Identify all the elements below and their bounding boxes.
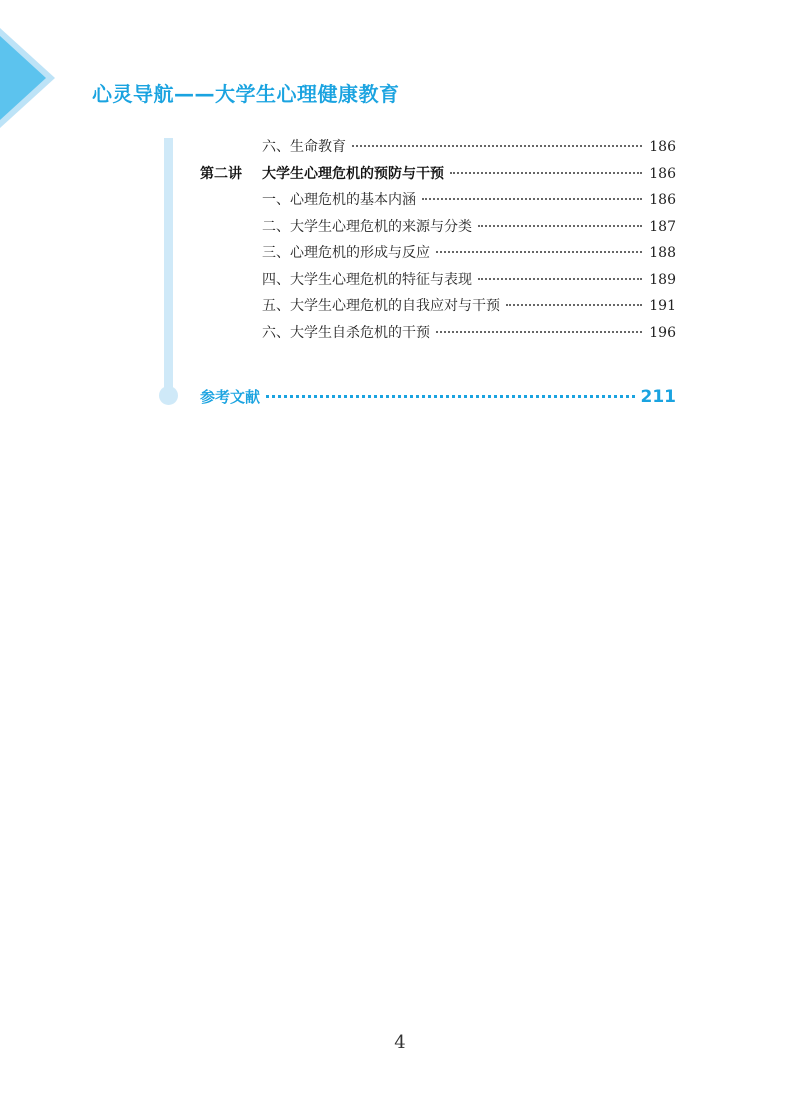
book-title: 心灵导航——大学生心理健康教育	[92, 82, 400, 106]
toc-entry-prefix: 第二讲	[200, 165, 242, 182]
toc-entry-page: 187	[649, 218, 676, 235]
toc-entry-label: 二、大学生心理危机的来源与分类	[262, 218, 472, 235]
toc-entry[interactable]	[200, 240, 676, 267]
toc-entry-references[interactable]	[200, 384, 676, 410]
dot-leader	[422, 198, 642, 200]
toc-entry-page: 191	[649, 298, 676, 314]
page-number: 4	[394, 1032, 406, 1053]
toc-entry-label: 六、大学生自杀危机的干预	[262, 324, 430, 341]
toc-entry-page: 196	[649, 324, 676, 341]
toc-entry-page: 186	[649, 139, 676, 155]
toc-entry-page: 188	[649, 245, 676, 261]
corner-decoration	[0, 0, 60, 130]
dot-leader	[506, 304, 642, 306]
toc-entry[interactable]	[200, 134, 676, 161]
dot-leader	[266, 395, 634, 398]
toc-entry-label: 六、生命教育	[262, 139, 346, 155]
toc-entry[interactable]	[200, 293, 676, 320]
toc-entry-page: 186	[649, 165, 676, 182]
toc-rail-dot	[159, 386, 178, 405]
toc-rail	[164, 138, 173, 396]
toc-entry-label: 参考文献	[200, 388, 261, 406]
table-of-contents	[200, 134, 676, 346]
dot-leader	[436, 331, 642, 333]
toc-entry[interactable]	[200, 187, 676, 214]
dot-leader	[436, 251, 642, 253]
dot-leader	[450, 172, 642, 174]
toc-entry-page: 189	[649, 271, 676, 288]
toc-heading[interactable]	[200, 161, 676, 188]
toc-entry-label: 五、大学生心理危机的自我应对与干预	[262, 298, 500, 314]
toc-entry-label: 大学生心理危机的预防与干预	[262, 165, 444, 182]
toc-entry[interactable]	[200, 214, 676, 241]
toc-entry-label: 四、大学生心理危机的特征与表现	[262, 271, 472, 288]
toc-entry-page: 186	[649, 192, 676, 208]
dot-leader	[478, 225, 642, 227]
toc-entry-page: 211	[640, 387, 676, 407]
toc-entry[interactable]	[200, 320, 676, 347]
toc-entry[interactable]	[200, 267, 676, 294]
toc-entry-label: 一、心理危机的基本内涵	[262, 192, 416, 208]
dot-leader	[478, 278, 642, 280]
toc-entry-label: 三、心理危机的形成与反应	[262, 245, 430, 261]
dot-leader	[352, 145, 642, 147]
